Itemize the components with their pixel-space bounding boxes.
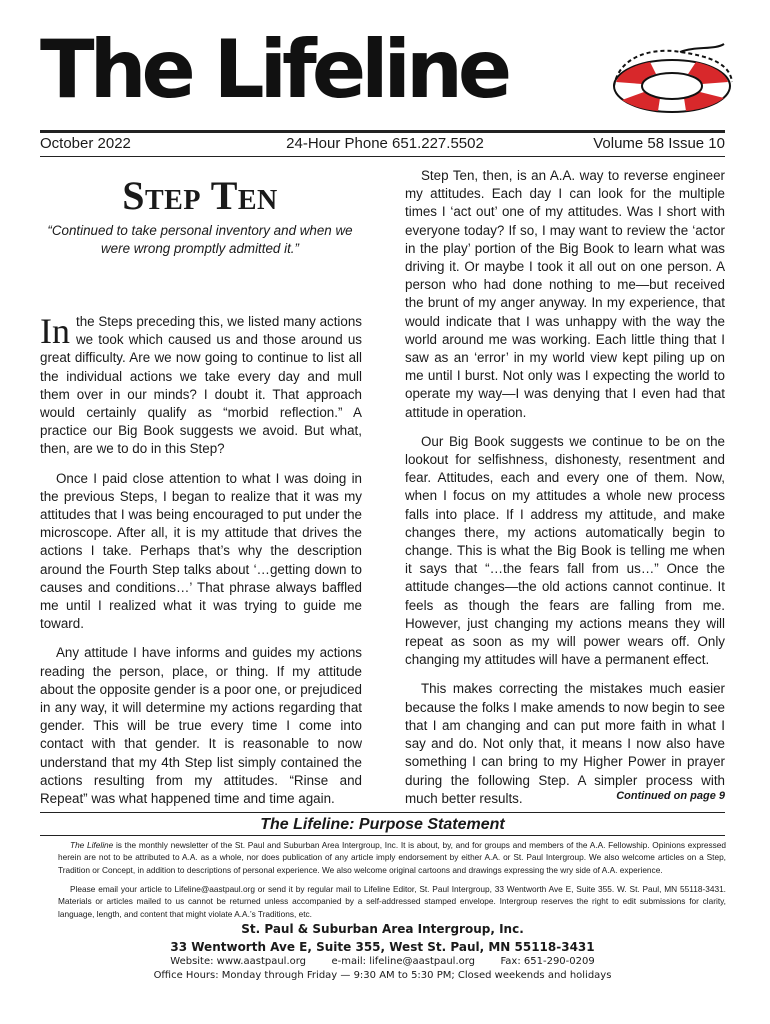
continued-note: Continued on page 9 bbox=[616, 790, 725, 802]
article-paragraph: This makes correcting the mistakes much easier because the folks I make amends to now begin to see that I am changing and can put more faith in what I say and do. Not only that, it means I now also have something I can bring to my Higher Power in prayer during the following Step. A simpler process with much better results. bbox=[405, 681, 725, 806]
footer-org-name: St. Paul & Suburban Area Intergroup, Inc. bbox=[241, 922, 524, 936]
article-paragraph: Our Big Book suggests we continue to be on the lookout for selfishness, dishonesty, resentment and fear. Attitudes, each and every one of them. Now, when I focus on my attitudes a whole new process falls into place. If I address my attitude, and make changes there, my actions automatically begin to change. This is what the Big Book is telling me when it says that “…the fears fall from us…” Once the attitude changes—the old actions cannot continue. It feels as though the fears are falling from me. However, just changing my actions means they will repeat as soon as my will power wears off. Only changing my attitudes will have a permanent effect. bbox=[405, 433, 725, 668]
purpose-paragraph-text: is the monthly newsletter of the St. Paul and Suburban Area Intergroup, Inc. It is about, by, and for groups and members of the A.A. Fellowship. Opinions expressed herein are not to be attributed to A.A. as a whole, nor does publication of any article imply endorsement by either A.A. or St. Paul Intergroup. We also welcome articles on a Step, Tradition or Concept, in addition to descriptions of personal experience. We also welcome original cartoons and drawings expressing the wry side of A.A. experience. bbox=[58, 840, 726, 875]
footer-office-hours: Office Hours: Monday through Friday — 9:30 AM to 5:30 PM; Closed weekends and holidays bbox=[153, 970, 612, 981]
masthead-rule-bottom bbox=[40, 156, 725, 157]
purpose-newsletter-name: The Lifeline bbox=[70, 840, 114, 850]
drop-cap: In bbox=[40, 311, 70, 351]
purpose-rule-bottom bbox=[40, 835, 725, 836]
lifebuoy-icon bbox=[600, 42, 740, 117]
hotline-phone: 24-Hour Phone 651.227.5502 bbox=[286, 135, 484, 152]
submission-paragraph: Please email your article to Lifeline@aastpaul.org or send it by regular mail to Lifeline Editor, St. Paul Intergroup, 33 Wentworth Ave E, Suite 355. W. St. Paul, MN 55118-3431. Materials or articles mailed to us cannot be returned unless accompanied by a self-addressed stamped envelope. Intergroup reserves the right to edit submissions for clarity, language, length, and content that might violate A.A.’s Traditions, etc. bbox=[58, 884, 726, 919]
article-paragraph: Once I paid close attention to what I was doing in the previous Steps, I began to realize that it was my attitudes that I was being encouraged to put under the microscope. After all, it is my attitude that drives the actions I take. Perhaps that’s why the description around the Fourth Step talks about ‘…getting down to causes and conditions…’ That phrase always baffled me until I realized what it was trying to guide me toward. bbox=[40, 470, 362, 632]
article-title: Step Ten bbox=[122, 173, 278, 218]
article-paragraph-text: the Steps preceding this, we listed many actions we took which caused us and those around us great difficulty. Are we now going to continue to list all the individual actions we take every day and mull them over in our minds? I doubt it. That approach would certainly qualify as “morbid reflection.” A practice our Big Book suggests we avoid. But what, then, are we to do in this Step? bbox=[40, 314, 362, 457]
masthead-rule-top bbox=[40, 130, 725, 133]
issue-date: October 2022 bbox=[40, 135, 131, 152]
article-paragraph bbox=[40, 313, 362, 459]
footer-address: 33 Wentworth Ave E, Suite 355, West St. Paul, MN 55118-3431 bbox=[170, 940, 595, 954]
article-left-column bbox=[40, 313, 362, 819]
purpose-title: The Lifeline: Purpose Statement bbox=[260, 816, 505, 833]
article-subtitle: “Continued to take personal inventory and when we were wrong promptly admitted it.” bbox=[47, 223, 353, 256]
masthead-title: The Lifeline bbox=[40, 23, 508, 116]
purpose-paragraph bbox=[58, 839, 726, 876]
article-paragraph: Any attitude I have informs and guides my actions reading the person, place, or thing. If my attitude about the opposite gender is a poor one, or prejudiced in any way, it will determine my actions regarding that gender. This will be true every time I come into contact with that gender. It is reasonable to now understand that my 4th Step list simply contained the actions resulting from my attitudes. “Rinse and Repeat” was what happened time and time again. bbox=[40, 645, 362, 807]
volume-issue: Volume 58 Issue 10 bbox=[593, 135, 725, 152]
purpose-rule-top bbox=[40, 812, 725, 813]
footer-contact: Website: www.aastpaul.org e-mail: lifeline@aastpaul.org Fax: 651-290-0209 bbox=[170, 956, 595, 967]
article-right-column bbox=[405, 167, 725, 819]
article-paragraph: Step Ten, then, is an A.A. way to reverse engineer my attitudes. Each day I can look for the multiple times I ‘act out’ one of my attitudes. Was I short with everyone today? If so, I may want to review the ‘actor in the play’ portion of the Big Book to learn what was driving it. Or maybe I took it all out on one person. A person who had done nothing to me—but received the brunt of my anger anyway. In my experience, that would indicate that I was unhappy with the way the world around me was working. Each little thing that I saw as an ‘error’ in my world view kept piling up on me until I burst. Not only was I expecting the world to operate my way—I was denying that I even had that attitude in operation. bbox=[405, 168, 725, 420]
